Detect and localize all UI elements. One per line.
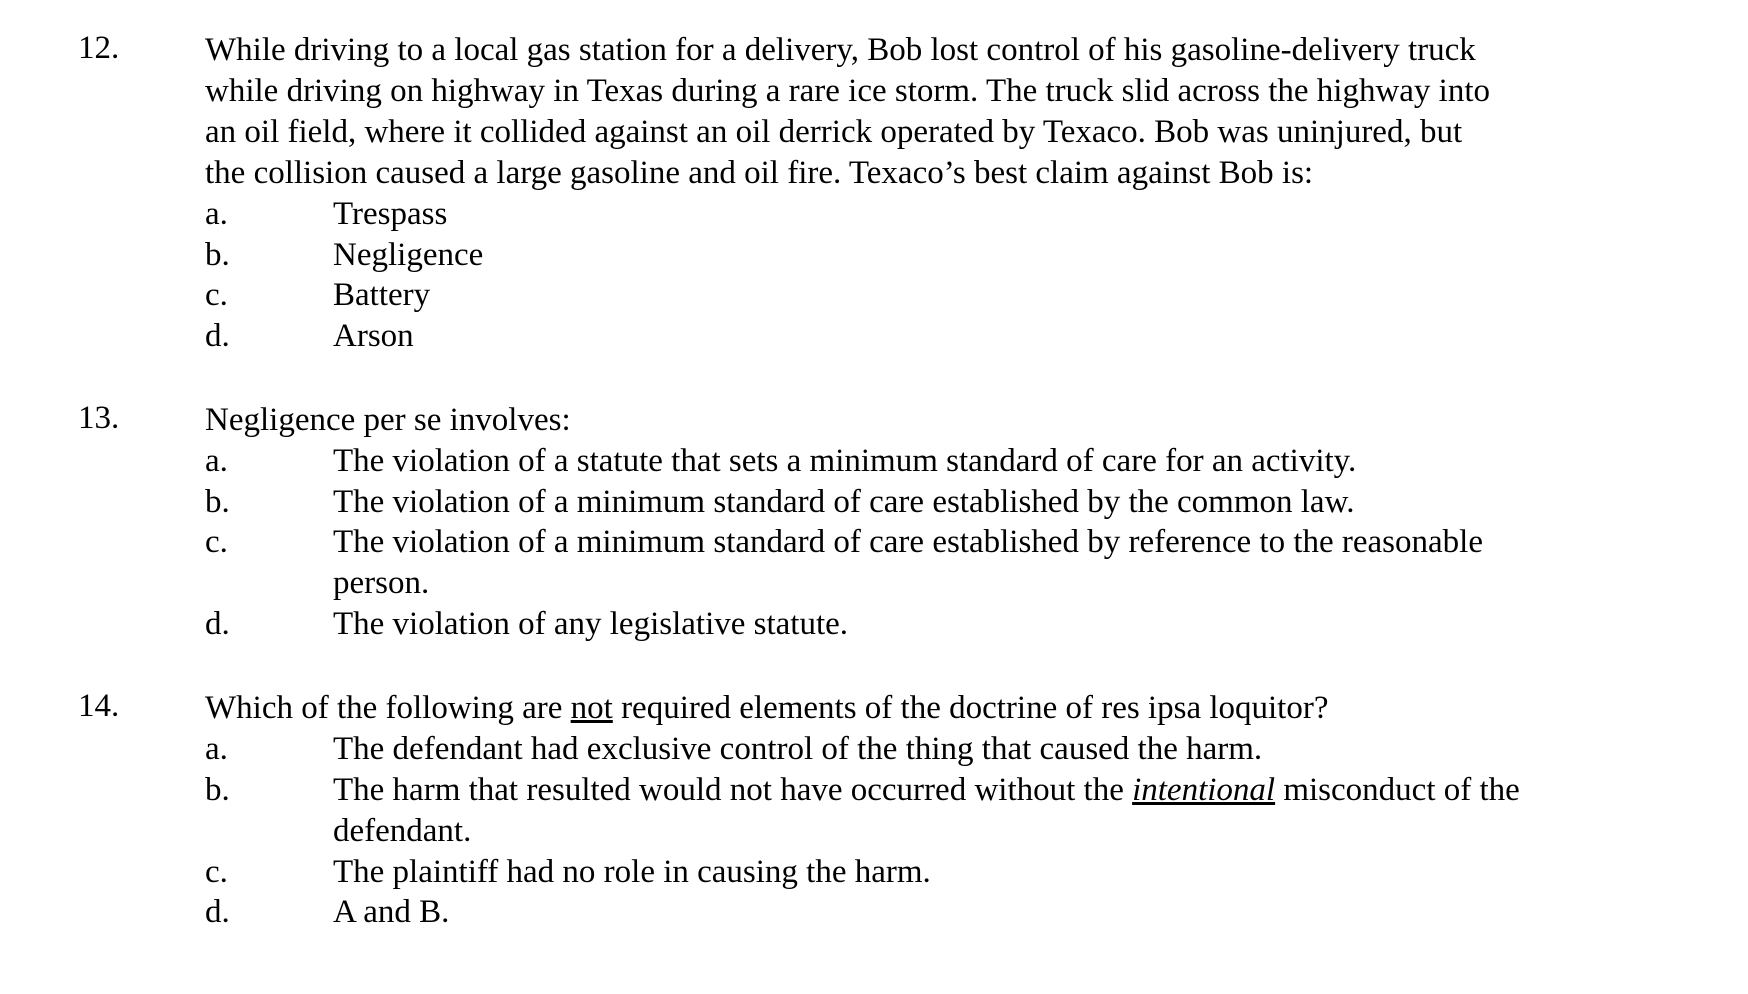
answer-choice-b <box>205 770 1625 852</box>
stem-line: while driving on highway in Texas during a rare ice storm. The truck slid across the highway into <box>205 73 1491 109</box>
answer-choice-b <box>205 235 1625 276</box>
answer-choices <box>205 441 1625 645</box>
question-body <box>205 688 1625 933</box>
choice-text: The plaintiff had no role in causing the harm. <box>333 853 931 890</box>
stem-line <box>205 688 1625 729</box>
choice-text: A and B. <box>333 894 450 930</box>
question-body <box>205 30 1625 356</box>
choice-text-continued: defendant. <box>333 812 472 849</box>
answer-choice-c <box>205 522 1625 604</box>
answer-choices <box>205 194 1625 356</box>
question-stem <box>205 400 1625 441</box>
stem-line: the collision caused a large gasoline and oil fire. Texaco’s best claim against Bob is: <box>205 155 1314 191</box>
question-body <box>205 400 1625 645</box>
choice-letter: c. <box>205 853 228 890</box>
question-number: 13. <box>78 400 120 436</box>
choice-letter: b. <box>205 771 230 808</box>
choice-letter: d. <box>205 606 230 642</box>
choice-text: Battery <box>333 277 431 313</box>
choice-letter: c. <box>205 524 228 560</box>
stem-line: Negligence per se involves: <box>205 402 571 438</box>
answer-choice-d <box>205 316 1625 357</box>
choice-text-part: The harm that resulted would not have occurred without the <box>333 771 1133 808</box>
answer-choice-a <box>205 194 1625 235</box>
answer-choice-b <box>205 482 1625 523</box>
choice-text: Arson <box>333 317 414 354</box>
stem-text: Which of the following are <box>205 690 571 726</box>
choice-letter: b. <box>205 483 230 520</box>
answer-choice-c <box>205 852 1625 893</box>
choice-text: The defendant had exclusive control of the thing that caused the harm. <box>333 731 1263 767</box>
question-number: 14. <box>78 688 120 724</box>
choice-letter: d. <box>205 894 230 930</box>
choice-text: The violation of a minimum standard of care established by the common law. <box>333 483 1355 520</box>
choice-text: The violation of a statute that sets a minimum standard of care for an activity. <box>333 443 1357 479</box>
choice-text <box>333 770 1520 811</box>
question-number: 12. <box>78 30 120 66</box>
choice-text-continued: person. <box>333 565 430 601</box>
answer-choice-a <box>205 441 1625 482</box>
choice-letter: a. <box>205 196 228 232</box>
answer-choice-c <box>205 275 1625 316</box>
choice-letter: d. <box>205 317 230 354</box>
choice-emphasized-word: intentional <box>1132 771 1276 808</box>
choice-letter: c. <box>205 277 228 313</box>
question-stem <box>205 688 1625 729</box>
choice-text: Negligence <box>333 236 484 273</box>
stem-line: an oil field, where it collided against an oil derrick operated by Texaco. Bob was uninjured, but <box>205 114 1463 150</box>
stem-line: While driving to a local gas station for a delivery, Bob lost control of his gasoline-delivery truck <box>205 32 1476 68</box>
stem-text: required elements of the doctrine of res ipsa loquitor? <box>612 690 1329 726</box>
answer-choice-d <box>205 604 1625 645</box>
choice-text: Trespass <box>333 196 448 232</box>
question-stem <box>205 30 1625 194</box>
choice-text-part: misconduct of the <box>1275 771 1520 808</box>
answer-choice-d <box>205 892 1625 933</box>
choice-letter: b. <box>205 236 230 273</box>
answer-choice-a <box>205 729 1625 770</box>
choice-letter: a. <box>205 731 228 767</box>
choice-letter: a. <box>205 443 228 479</box>
stem-underlined-word: not <box>570 690 613 726</box>
choice-text: The violation of a minimum standard of care established by reference to the reasonable <box>333 524 1483 560</box>
choice-text: The violation of any legislative statute. <box>333 606 849 642</box>
answer-choices <box>205 729 1625 933</box>
